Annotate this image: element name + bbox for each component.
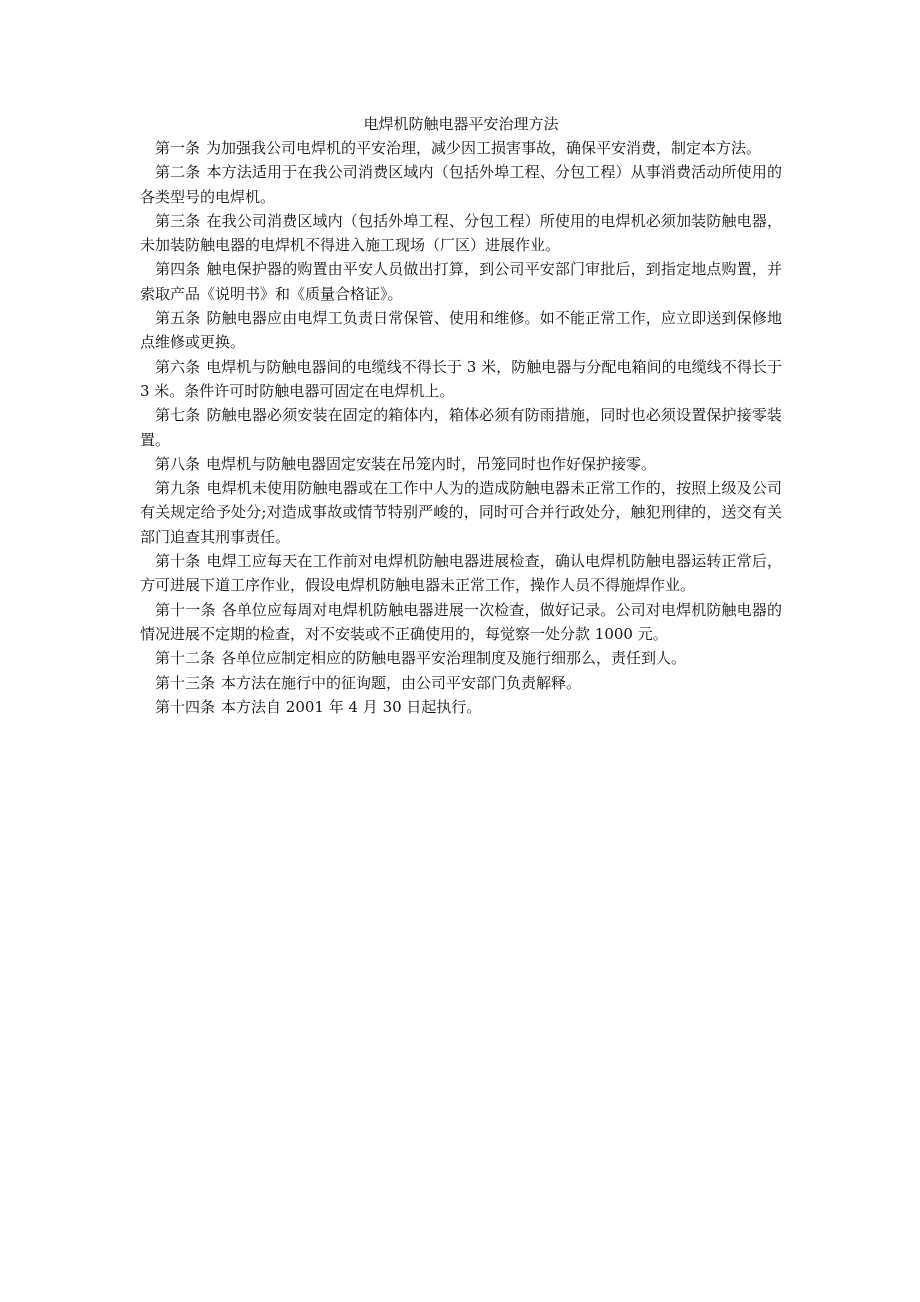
article-paragraph [140, 257, 782, 306]
article-paragraph [140, 695, 782, 719]
article-text: 各单位应每周对电焊机防触电器进展一次检查，做好记录。公司对电焊机防触电器的情况进展不定期的检查，对不安装或不正确使用的，每觉察一处分款 1000 元。 [140, 600, 782, 643]
article-text: 电焊机与防触电器间的电缆线不得长于 3 米，防触电器与分配电箱间的电缆线不得长于 3 米。条件许可时防触电器可固定在电焊机上。 [140, 357, 782, 400]
article-text: 电焊工应每天在工作前对电焊机防触电器进展检查，确认电焊机防触电器运转正常后，方可进展下道工序作业，假设电焊机防触电器未正常工作，操作人员不得施焊作业。 [140, 552, 782, 595]
article-number: 第四条 [155, 260, 201, 279]
article-paragraph [140, 671, 782, 695]
article-number: 第三条 [155, 211, 201, 230]
article-paragraph [140, 598, 782, 647]
article-paragraph [140, 160, 782, 209]
article-text: 电焊机与防触电器固定安装在吊笼内时，吊笼同时也作好保护接零。 [206, 454, 657, 473]
document-page [140, 112, 782, 719]
article-paragraph [140, 646, 782, 670]
document-title: 电焊机防触电器平安治理方法 [363, 115, 559, 133]
article-number: 第十四条 [155, 697, 216, 716]
article-list [140, 136, 782, 719]
article-number: 第五条 [155, 309, 201, 328]
article-number: 第十二条 [155, 649, 216, 668]
article-number: 第二条 [155, 163, 201, 182]
article-text: 防触电器应由电焊工负责日常保管、使用和维修。如不能正常工作，应立即送到保修地点维修或更换。 [140, 309, 782, 352]
article-number: 第七条 [155, 406, 201, 425]
article-number: 第九条 [155, 479, 201, 498]
article-text: 本方法适用于在我公司消费区域内（包括外埠工程、分包工程）从事消费活动所使用的各类型号的电焊机。 [140, 163, 782, 206]
article-text: 在我公司消费区域内（包括外埠工程、分包工程）所使用的电焊机必须加装防触电器，未加装防触电器的电焊机不得进入施工现场（厂区）进展作业。 [140, 211, 782, 255]
article-paragraph [140, 209, 782, 258]
article-paragraph [140, 136, 782, 160]
article-text: 各单位应制定相应的防触电器平安治理制度及施行细那么，责任到人。 [221, 649, 687, 668]
article-text: 电焊机未使用防触电器或在工作中人为的造成防触电器未正常工作的，按照上级及公司有关规定给予处分;对造成事故或情节特别严峻的，同时可合并行政处分，触犯刑律的，送交有关部门追查其刑事责任。 [140, 479, 782, 546]
article-number: 第一条 [155, 139, 201, 157]
article-paragraph [140, 452, 782, 476]
article-text: 防触电器必须安装在固定的箱体内，箱体必须有防雨措施，同时也必须设置保护接零装置。 [140, 406, 782, 449]
article-number: 第八条 [155, 454, 201, 473]
article-text: 本方法在施行中的征询题，由公司平安部门负责解释。 [221, 673, 582, 692]
article-text: 为加强我公司电焊机的平安治理，减少因工损害事故，确保平安消费，制定本方法。 [206, 139, 762, 157]
article-paragraph [140, 476, 782, 549]
article-text: 本方法自 2001 年 4 月 30 日起执行。 [221, 697, 482, 716]
article-number: 第十一条 [155, 600, 216, 619]
article-paragraph [140, 306, 782, 355]
article-number: 第六条 [155, 357, 201, 376]
article-paragraph [140, 549, 782, 598]
article-text: 触电保护器的购置由平安人员做出打算，到公司平安部门审批后，到指定地点购置，并索取产品《说明书》和《质量合格证》。 [140, 260, 782, 303]
article-paragraph [140, 403, 782, 452]
article-paragraph [140, 355, 782, 404]
article-number: 第十三条 [155, 673, 216, 692]
article-number: 第十条 [155, 552, 201, 571]
